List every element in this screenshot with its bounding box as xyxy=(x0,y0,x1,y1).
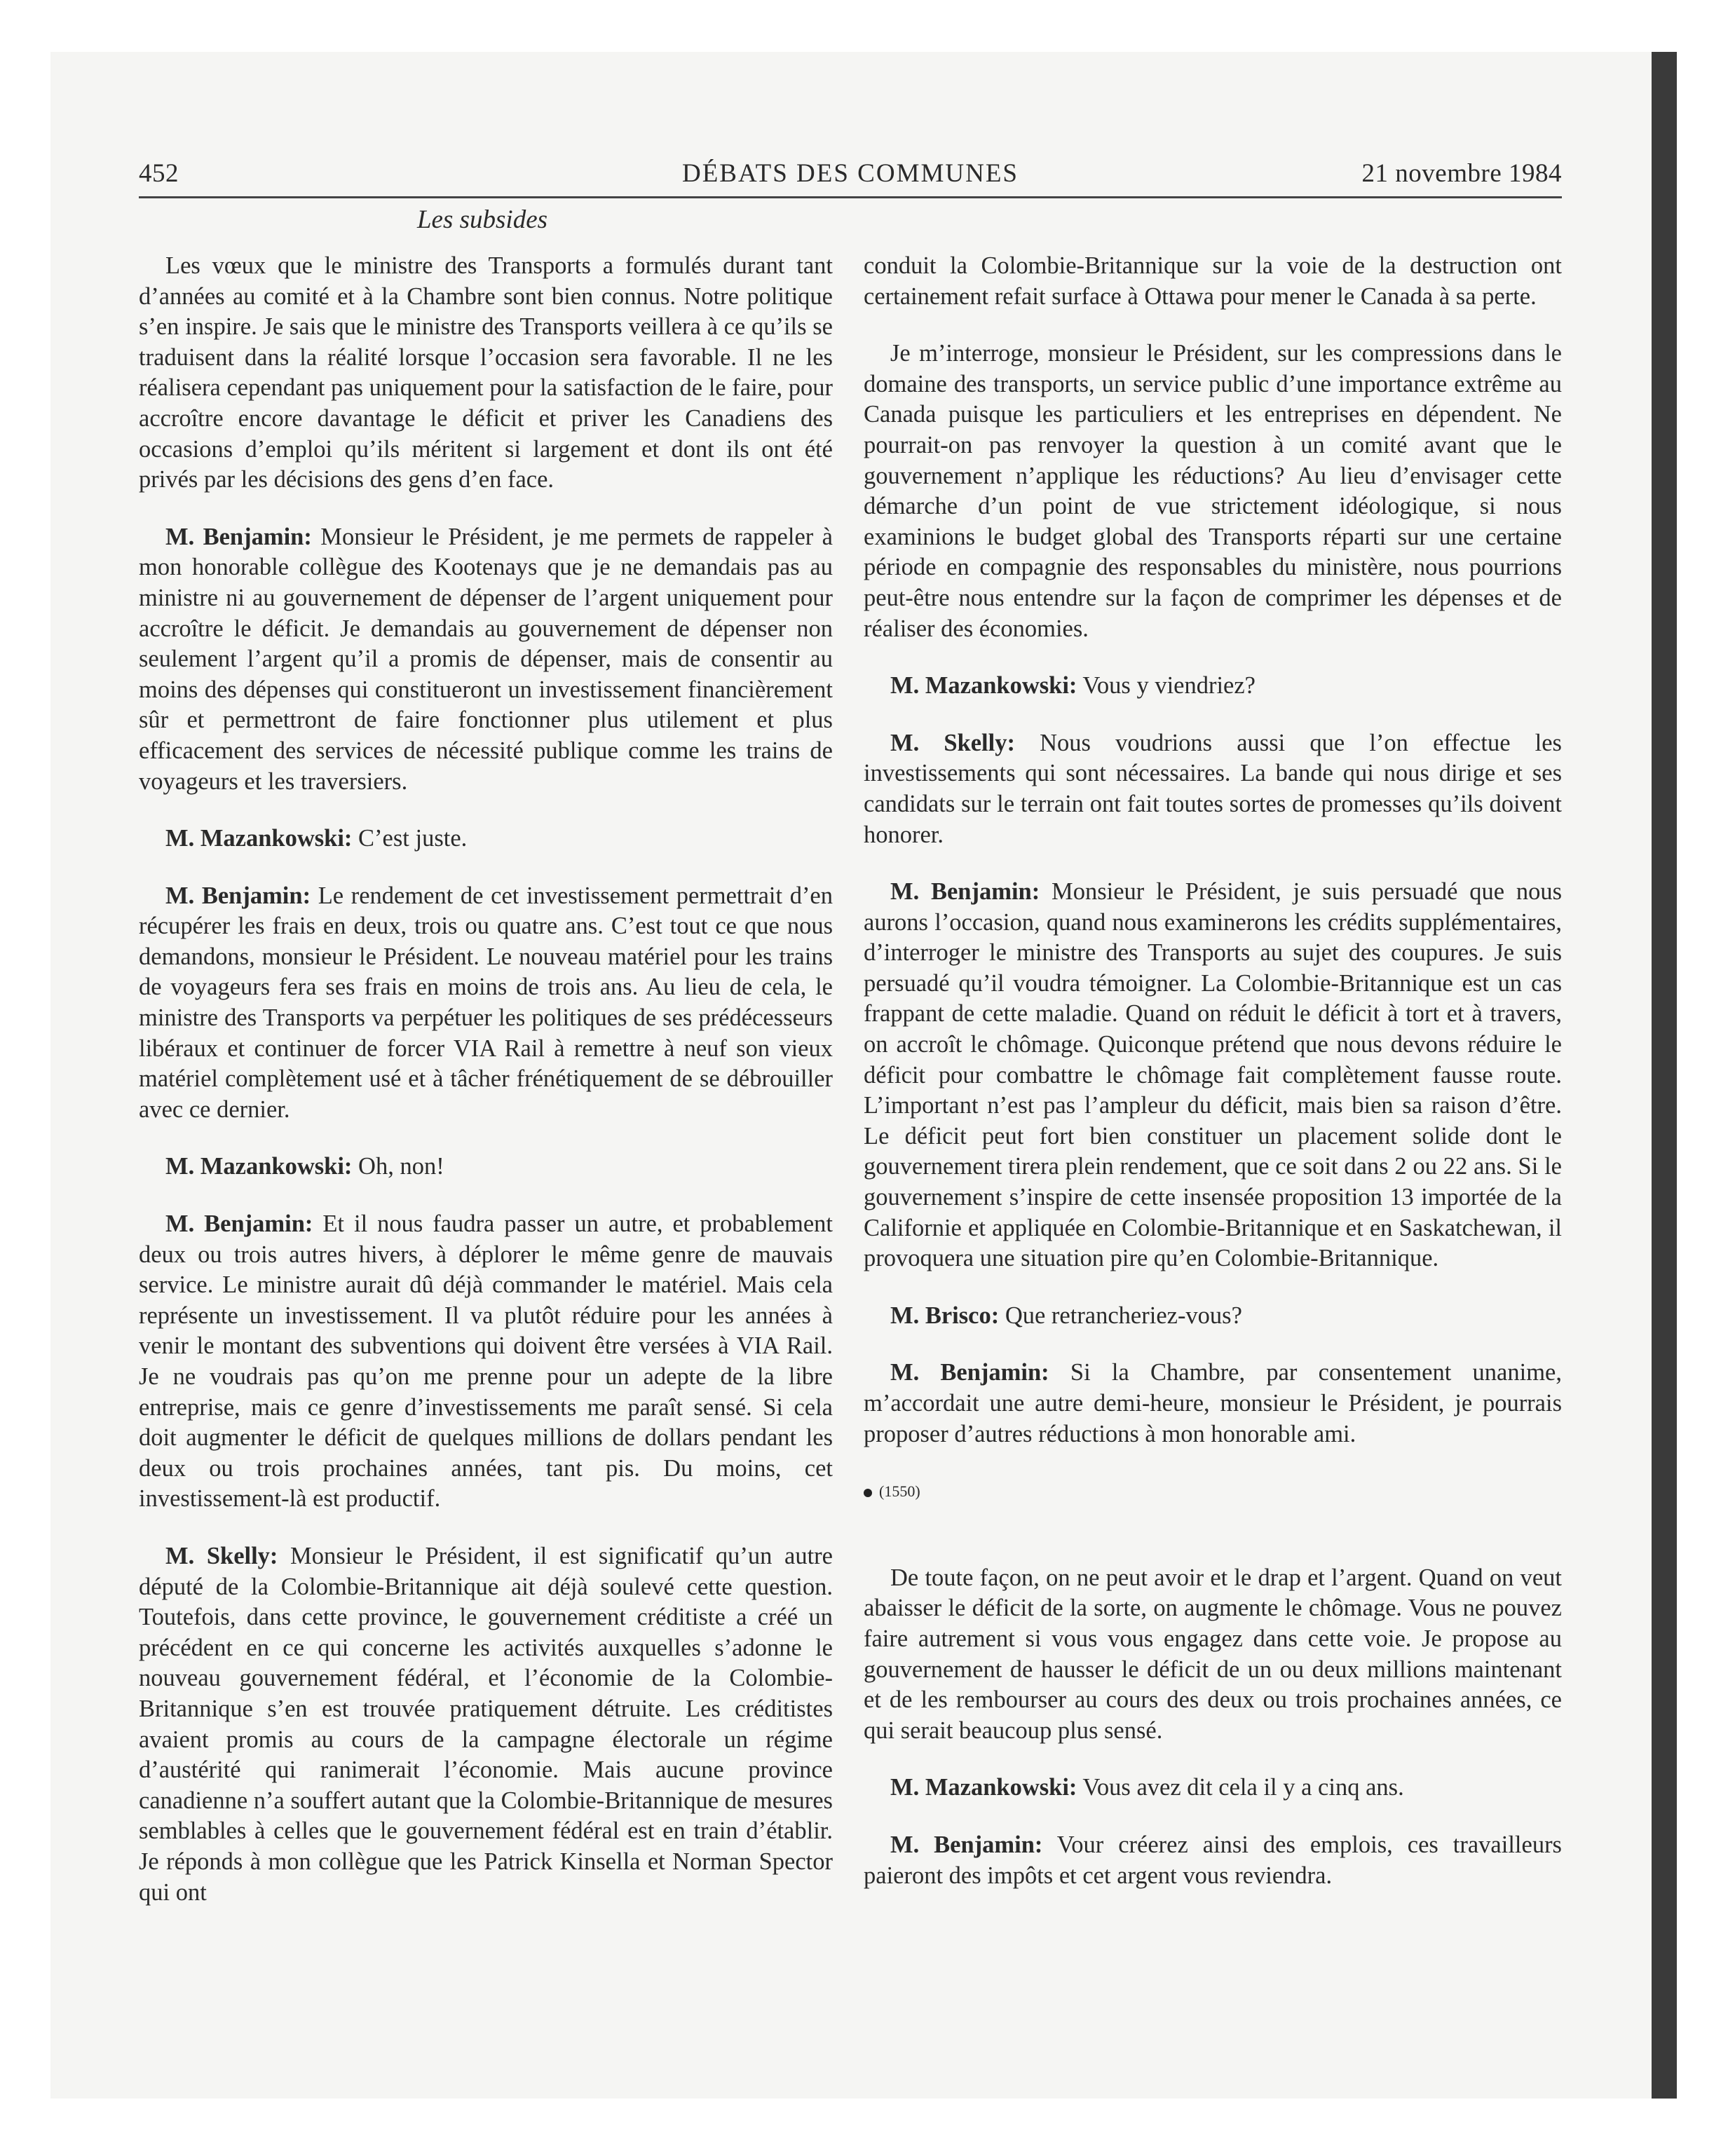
page-number: 452 xyxy=(139,159,179,188)
speaker-name: M. Benjamin: xyxy=(165,1210,313,1238)
speaker-name: M. Benjamin: xyxy=(890,878,1040,906)
speaker-name: M. Mazankowski: xyxy=(890,1774,1077,1801)
speech-text: Vour créerez ainsi des emplois, ces travailleurs paieront des impôts et cet argent vous reviendra. xyxy=(864,1831,1562,1889)
speech-text: Monsieur le Président, il est significatif qu’un autre député de la Colombie-Britannique ait déjà soulevé cette question. Toutefois, dans cette province, le gouvernement créditiste a créé un précédent en ce qui concerne les activités auxquelles s’adonne le nouveau gouvernement fédéral, et l’économie de la Colombie-Britannique s’en est trouvée pratiquement détruite. Les créditistes avaient promis au cours de la campagne électorale un régime d’austérité qui ranimerait l’économie. Mais aucune province canadienne n’a souffert autant que la Colombie-Britannique de mesures semblables à celles que le gouvernement fédéral est en train d’établir. Je réponds à mon collègue que les Patrick Kinsella et Norman Spector qui ont xyxy=(139,1542,833,1906)
paragraph xyxy=(139,1209,833,1515)
paragraph xyxy=(864,1301,1562,1332)
speaker-name: M. Mazankowski: xyxy=(890,672,1077,700)
paragraph: Je m’interroge, monsieur le Président, sur les compressions dans le domaine des transports, un service public d’une importance extrême au Canada puisque les particuliers et les entreprises en dépendent. Ne pourrait-on pas renvoyer la question à un comité avant que le gouvernement n’applique les réductions? Au lieu d’envisager cette démarche d’un point de vue strictement idéologique, si nous examinions le budget global des Transports réparti sur une certaine période en compagnie des responsables du ministère, nous pourrions peut-être nous entendre sur la façon de comprimer les dépenses et de réaliser des économies. xyxy=(864,340,1562,642)
paragraph: Les vœux que le ministre des Transports a formulés durant tant d’années au comité et à la Chambre sont bien connus. Notre politique s’en inspire. Je sais que le ministre des Transports veillera à ce qu’ils se traduisent dans la réalité lorsque l’occasion sera favorable. Il ne les réalisera cependant pas uniquement pour la satisfaction de le faire, pour accroître encore davantage le déficit et priver les Canadiens des occasions d’emploi qu’ils méritent si largement et dont ils ont été privés par les décisions des gens d’en face. xyxy=(139,252,833,493)
paragraph xyxy=(864,1358,1562,1449)
paragraph xyxy=(139,824,833,854)
time-marker-text: (1550) xyxy=(879,1482,920,1501)
speaker-name: M. Skelly: xyxy=(165,1542,278,1569)
paragraph xyxy=(139,1152,833,1182)
publication-title: DÉBATS DES COMMUNES xyxy=(681,159,1019,188)
paragraph xyxy=(139,522,833,797)
paragraph xyxy=(139,1541,833,1908)
paragraph xyxy=(864,671,1562,702)
time-marker xyxy=(864,1476,1562,1507)
speaker-name: M. Brisco: xyxy=(890,1302,1000,1329)
speech-text: Si la Chambre, par consentement unanime, m’accordait une autre demi-heure, monsieur le Président, je pourrais proposer d’autres réductions à mon honorable ami. xyxy=(864,1359,1562,1447)
speech-text: Monsieur le Président, je suis persuadé que nous aurons l’occasion, quand nous examinerons les crédits supplémentaires, d’interroger le ministre des Transports au sujet des coupures. Je suis persuadé qu’il voudra témoigner. La Colombie-Britannique est un cas frappant de cette maladie. Quand on réduit le déficit à tort et à travers, on accroît le chômage. Quiconque prétend que nous devons réduire le déficit pour combattre le chômage fait complètement fausse route. L’important n’est pas l’ampleur du déficit, mais bien sa raison d’être. Le déficit peut fort bien constituer un placement solide dont le gouvernement tirera plein rendement, que ce soit dans 2 ou 22 ans. Si le gouvernement s’inspire de cette insensée proposition 13 importée de la Californie et appliquée en Colombie-Britannique et en Saskatchewan, il provoquera une situation pire qu’en Colombie-Britannique. xyxy=(864,878,1562,1272)
speaker-name: M. Mazankowski: xyxy=(165,1153,353,1180)
bullet-icon xyxy=(864,1489,872,1497)
speaker-name: M. Benjamin: xyxy=(165,882,311,909)
paragraph xyxy=(864,877,1562,1274)
paragraph: De toute façon, on ne peut avoir et le drap et l’argent. Quand on veut abaisser le déficit de la sorte, on augmente le chômage. Vous ne pouvez faire autrement si vous vous engagez dans cette voie. Je propose au gouvernement de hausser le déficit de un ou deux millions maintenant et de les rembourser au cours des deux ou trois prochaines années, ce qui serait beaucoup plus sensé. xyxy=(864,1564,1562,1744)
paragraph xyxy=(139,881,833,1126)
speech-text: Nous voudrions aussi que l’on effectue les investissements qui sont nécessaires. La bande qui nous dirige et ses candidats sur le terrain ont fait toutes sortes de promesses qu’ils doivent honorer. xyxy=(864,729,1562,848)
speech-text: Oh, non! xyxy=(352,1153,444,1180)
speech-text: Que retrancheriez-vous? xyxy=(999,1302,1242,1329)
speech-text: Vous y viendriez? xyxy=(1077,672,1256,700)
paragraph xyxy=(864,1773,1562,1803)
speech-text: Le rendement de cet investissement permettrait d’en récupérer les frais en deux, trois ou quatre ans. C’est tout ce que nous demandons, monsieur le Président. Le nouveau matériel pour les trains de voyageurs fera ses frais en moins de trois ans. Au lieu de cela, le ministre des Transports va perpétuer les politiques de ses prédécesseurs libéraux et continuer de forcer VIA Rail à remettre à neuf son vieux matériel complètement usé et à tâcher frénétiquement de se débrouiller avec ce dernier. xyxy=(139,882,833,1123)
section-title: Les subsides xyxy=(416,205,548,234)
speech-text: Vous avez dit cela il y a cinq ans. xyxy=(1077,1774,1404,1801)
speech-text: C’est juste. xyxy=(352,825,468,852)
speech-text: Et il nous faudra passer un autre, et probablement deux ou trois autres hivers, à déplorer le même genre de mauvais service. Le ministre aurait dû déjà commander le matériel. Mais cela représente un investissement. Il va plutôt réduire pour les années à venir le montant des subventions qui doivent être versées à VIA Rail. Je ne voudrais pas qu’on me prenne pour un adepte de la libre entreprise, mais ce genre d’investissements me paraît sensé. Si cela doit augmenter le déficit de quelques millions de dollars pendant les deux ou trois prochaines années, tant pis. Du moins, cet investissement-là est productif. xyxy=(139,1210,833,1513)
speaker-name: M. Benjamin: xyxy=(165,523,312,550)
page-header xyxy=(139,157,1562,198)
speaker-name: M. Benjamin: xyxy=(890,1831,1043,1858)
publication-date: 21 novembre 1984 xyxy=(1361,159,1562,188)
left-column xyxy=(139,251,833,1935)
paragraph xyxy=(864,1830,1562,1891)
paragraph: conduit la Colombie-Britannique sur la voie de la destruction ont certainement refait surface à Ottawa pour mener le Canada à sa perte. xyxy=(864,252,1562,310)
scan-edge-bar xyxy=(1652,52,1677,2099)
speech-text: Monsieur le Président, je me permets de rappeler à mon honorable collègue des Kootenays que je ne demandais pas au ministre ni au gouvernement de dépenser de l’argent uniquement pour accroître le déficit. Je demandais au gouvernement de dépenser non seulement l’argent qu’il a promis de dépenser, mais de consentir au moins des dépenses qui constitueront un investissement financièrement sûr et permettront de faire fonctionner plus utilement et plus efficacement des services de nécessité publique comme les trains de voyageurs et les traversiers. xyxy=(139,523,833,795)
speaker-name: M. Skelly: xyxy=(890,729,1015,756)
right-column xyxy=(864,251,1562,1918)
speaker-name: M. Mazankowski: xyxy=(165,825,353,852)
paragraph xyxy=(864,728,1562,850)
speaker-name: M. Benjamin: xyxy=(890,1359,1049,1386)
